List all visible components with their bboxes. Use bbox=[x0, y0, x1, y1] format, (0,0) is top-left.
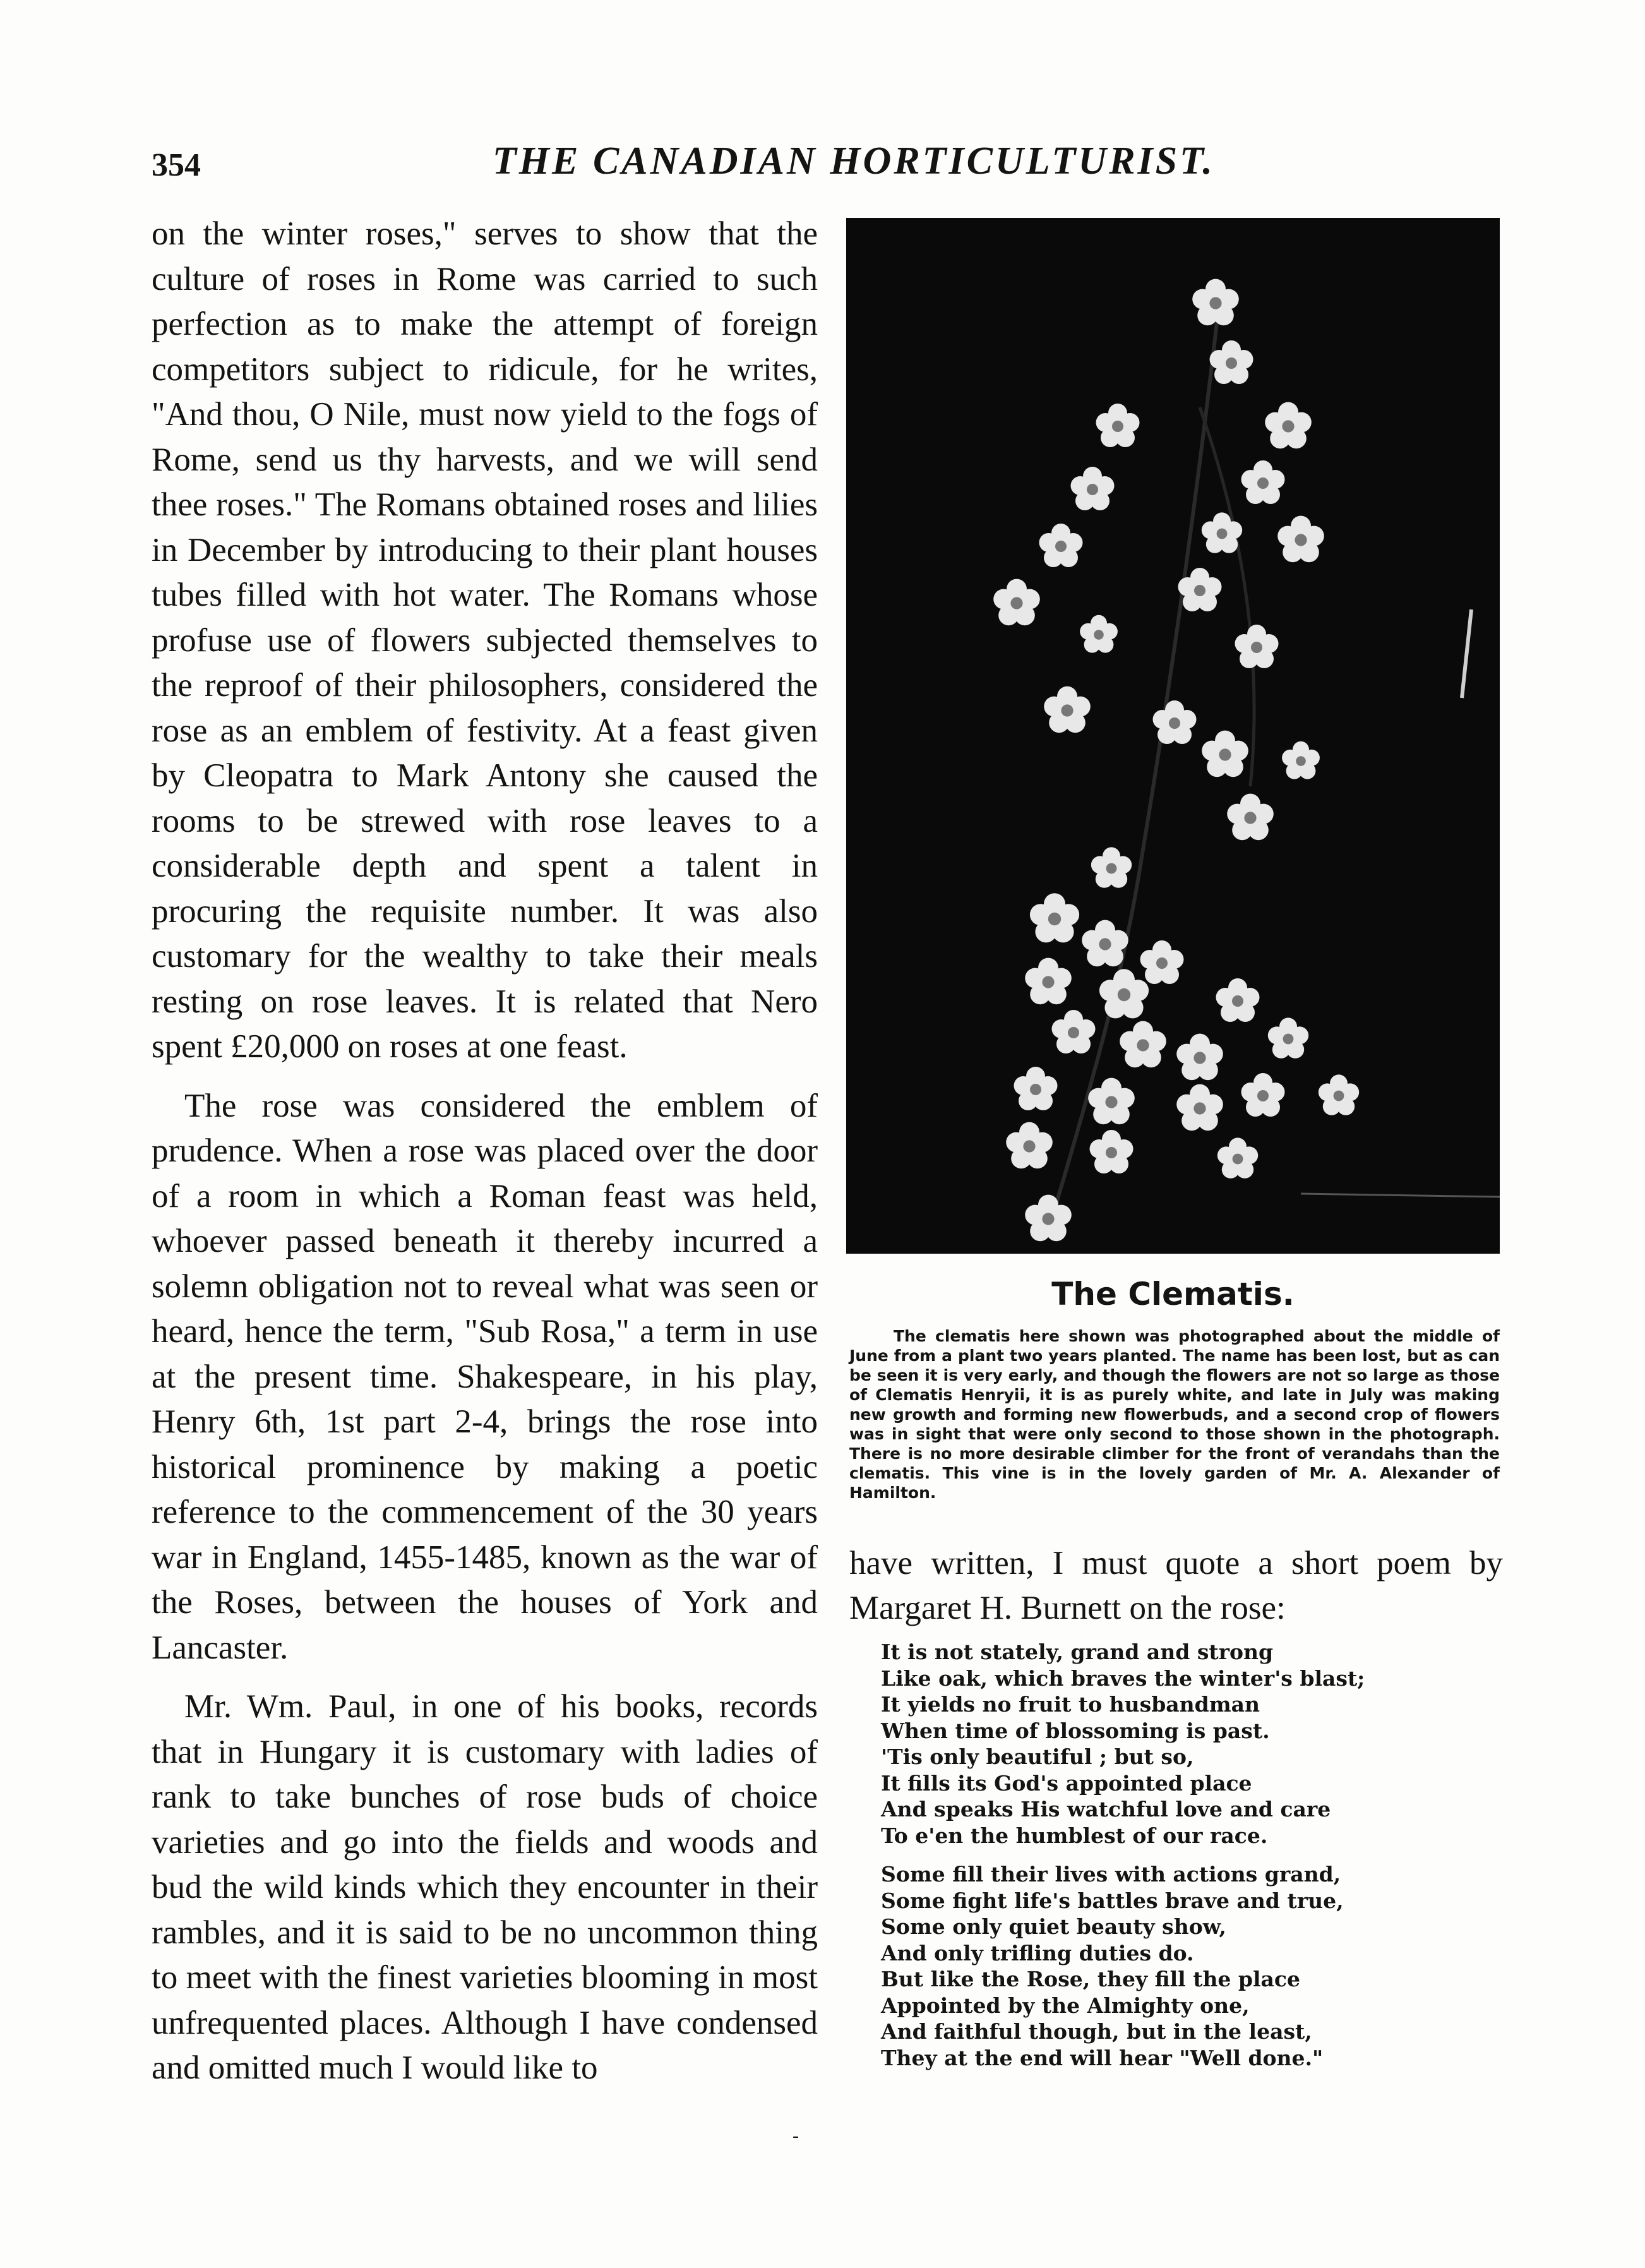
running-title: THE CANADIAN HORTICULTURIST. bbox=[493, 140, 1215, 183]
paragraph: The rose was considered the emblem of prudence. When a rose was placed over the door of a room in which a Roman feast was held, whoever passed beneath it thereby incurred a solemn obligation not to reveal what was seen or heard, hence the term, "Sub Rosa," a term in use at the present time. Shakespeare, in his play, Henry 6th, 1st part 2-4, brings the rose into historical prominence by making a poetic reference to the commencement of the 30 years war in England, 1455-1485, known as the war of the Roses, between the houses of York and Lancaster. bbox=[152, 1087, 818, 1666]
poem-line: 'Tis only beautiful ; but so, bbox=[881, 1744, 1194, 1769]
left-column bbox=[152, 212, 818, 2091]
right-column-intro: have written, I must quote a short poem by Margaret H. Burnett on the rose: bbox=[849, 1545, 1503, 1626]
page-number: 354 bbox=[152, 147, 201, 183]
clematis-image bbox=[846, 218, 1500, 1254]
poem-line: It yields no fruit to husbandman bbox=[881, 1692, 1260, 1717]
poem bbox=[881, 1639, 1500, 2084]
poem-line: Some fill their lives with actions grand, bbox=[881, 1862, 1341, 1887]
poem-line: When time of blossoming is past. bbox=[881, 1718, 1270, 1743]
clematis-photograph bbox=[846, 218, 1500, 1254]
poem-line: And only trifling duties do. bbox=[881, 1940, 1194, 1965]
poem-line: But like the Rose, they fill the place bbox=[881, 1967, 1300, 1991]
poem-line: Like oak, which braves the winter's blast; bbox=[881, 1665, 1365, 1691]
poem-stanza bbox=[881, 1639, 1500, 1849]
poem-line: And speaks His watchful love and care bbox=[881, 1797, 1331, 1821]
figure-caption-title: The Clematis. bbox=[1051, 1276, 1295, 1312]
page-header bbox=[152, 139, 1215, 196]
poem-line: It fills its God's appointed place bbox=[881, 1770, 1252, 1796]
poem-line: And faithful though, but in the least, bbox=[881, 2019, 1312, 2044]
figure-caption-text: The clematis here shown was photographed about the middle of June from a plant two years planted. The name has been lost, but as can be seen it is very early, and though the flowers are not so large as those of Clematis Henryii, it is as purely white, and late in July was making new growth and forming new flowerbuds, and a second crop of flowers was in sight that were only second to those shown in the photograph. There is no more desirable climber for the front of verandahs than the clematis. This vine is in the lovely garden of Mr. A. Alexander of Hamilton. bbox=[849, 1327, 1500, 1502]
poem-line: To e'en the humblest of our race. bbox=[881, 1823, 1268, 1848]
page-footer-mark: - bbox=[793, 2125, 799, 2146]
poem-line: They at the end will hear "Well done." bbox=[881, 2045, 1324, 2070]
poem-stanza bbox=[881, 1861, 1500, 2071]
poem-line: Some fight life's battles brave and true, bbox=[881, 1888, 1344, 1913]
poem-line: Some only quiet beauty show, bbox=[881, 1914, 1226, 1939]
poem-line: It is not stately, grand and strong bbox=[881, 1640, 1274, 1664]
poem-line: Appointed by the Almighty one, bbox=[881, 1993, 1250, 2018]
paragraph: Mr. Wm. Paul, in one of his books, records that in Hungary it is customary with ladies of rank to take bunches of rose buds of choice varieties and go into the fields and woods and bud the wild kinds which they encounter in their rambles, and it is said to be no uncommon thing to meet with the finest varieties blooming in most unfrequented places. Although I have condensed and omitted much I would like to bbox=[152, 1688, 818, 2086]
paragraph: on the winter roses," serves to show that the culture of roses in Rome was carried to such perfection as to make the attempt of foreign competitors subject to ridicule, for he writes, "And thou, O Nile, must now yield to the fogs of Rome, send us thy harvests, and we will send thee roses." The Romans obtained roses and lilies in December by introducing to their plant houses tubes filled with hot water. The Romans whose profuse use of flowers subjected themselves to the reproof of their philosophers, considered the rose as an emblem of festivity. At a feast given by Cleopatra to Mark Antony she caused the rooms to be strewed with rose leaves to a considerable depth and spent a talent in procuring the requisite number. It was also customary for the wealthy to take their meals resting on rose leaves. It is related that Nero spent £20,000 on roses at one feast. bbox=[152, 215, 818, 1065]
